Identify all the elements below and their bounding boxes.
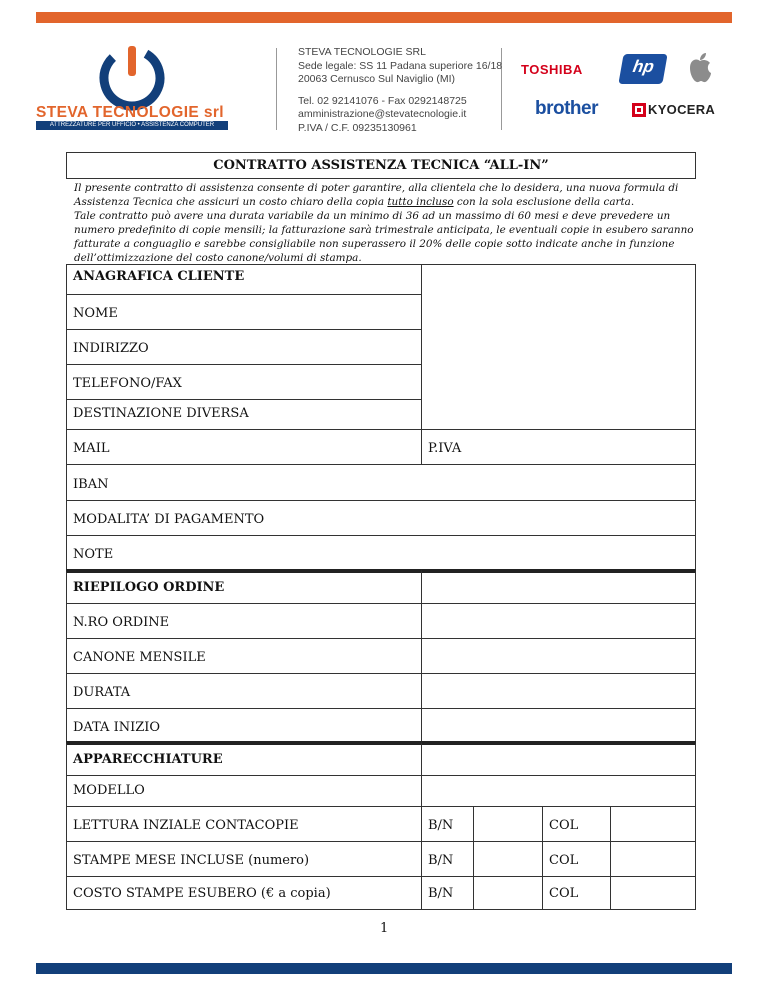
piva-field[interactable] bbox=[421, 429, 696, 465]
riepilogo-header-value bbox=[421, 569, 696, 604]
stampe-incluse-row bbox=[66, 841, 422, 877]
toshiba-logo: TOSHIBA bbox=[521, 62, 583, 77]
costo-esubero-bn-input[interactable] bbox=[473, 876, 543, 910]
stampe-incluse-bn-input[interactable] bbox=[473, 841, 543, 877]
riepilogo-header-text: RIEPILOGO ORDINE bbox=[73, 580, 225, 595]
intro-paragraph-1 bbox=[74, 181, 696, 209]
modello-label: MODELLO bbox=[73, 783, 145, 798]
intro-underlined: tutto incluso bbox=[387, 196, 454, 208]
contacopie-col-input[interactable] bbox=[610, 806, 696, 842]
stampe-incluse-label: STAMPE MESE INCLUSE (numero) bbox=[73, 853, 310, 868]
logo-tagline: ATTREZZATURE PER UFFICIO • ASSISTENZA COMPUTER bbox=[36, 121, 228, 130]
piva-label: P.IVA bbox=[428, 441, 462, 456]
costo-esubero-row bbox=[66, 876, 422, 910]
hp-logo-icon bbox=[618, 54, 667, 84]
durata-input[interactable] bbox=[421, 673, 696, 709]
indirizzo-field[interactable] bbox=[66, 329, 422, 365]
costo-esubero-col-input[interactable] bbox=[610, 876, 696, 910]
telefono-label: TELEFONO/FAX bbox=[73, 376, 182, 391]
kyocera-logo: KYOCERA bbox=[648, 102, 716, 117]
canone-input[interactable] bbox=[421, 638, 696, 674]
iban-field[interactable] bbox=[66, 464, 696, 501]
ordine-field bbox=[66, 603, 422, 639]
brother-logo: brother bbox=[535, 98, 598, 119]
header-divider bbox=[276, 48, 277, 130]
durata-label: DURATA bbox=[73, 685, 131, 700]
indirizzo-label: INDIRIZZO bbox=[73, 341, 149, 356]
top-accent-bar bbox=[36, 12, 732, 23]
col-label: COL bbox=[549, 818, 579, 833]
contacopie-bn-input[interactable] bbox=[473, 806, 543, 842]
apparecchiature-header-text: APPARECCHIATURE bbox=[73, 752, 223, 767]
company-name: STEVA TECNOLOGIE SRL bbox=[298, 46, 426, 58]
company-city: 20063 Cernusco Sul Naviglio (MI) bbox=[298, 73, 455, 85]
stampe-incluse-col-input[interactable] bbox=[610, 841, 696, 877]
intro-text: Il presente contratto di assistenza consente di poter garantire, alla clientela che lo desidera, una nuova formula di Assistenza Tecnica che assicuri un costo chiaro della copia bbox=[74, 182, 679, 208]
ordine-label: N.RO ORDINE bbox=[73, 615, 170, 630]
col-label: COL bbox=[549, 886, 579, 901]
iban-label: IBAN bbox=[73, 477, 109, 492]
modello-field bbox=[66, 775, 422, 807]
pagamento-field[interactable] bbox=[66, 500, 696, 536]
mail-field[interactable] bbox=[66, 429, 422, 465]
company-info bbox=[298, 46, 502, 135]
col-label: COL bbox=[549, 853, 579, 868]
canone-field bbox=[66, 638, 422, 674]
anagrafica-header bbox=[66, 264, 422, 295]
modello-input[interactable] bbox=[421, 775, 696, 807]
company-vat: P.IVA / C.F. 09235130961 bbox=[298, 121, 417, 134]
contacopie-row bbox=[66, 806, 422, 842]
page-number: 1 bbox=[380, 921, 389, 936]
contract-title: CONTRATTO ASSISTENZA TECNICA “ALL-IN” bbox=[66, 152, 696, 179]
data-inizio-field bbox=[66, 708, 422, 744]
company-address: Sede legale: SS 11 Padana superiore 16/18 bbox=[298, 59, 503, 72]
intro-text: con la sola esclusione della carta. bbox=[453, 196, 635, 208]
contacopie-col-label bbox=[542, 806, 611, 842]
data-inizio-input[interactable] bbox=[421, 708, 696, 744]
contacopie-label: LETTURA INZIALE CONTACOPIE bbox=[73, 818, 299, 833]
intro-paragraph-2: Tale contratto può avere una durata variabile da un minimo di 36 ad un massimo di 60 mesi e deve prevedere un numero predefinito di copie mensili; la fatturazione sarà trimestrale anticipata, le eventuali copie in esubero saranno fatturate a conguaglio e sarebbe consigliabile non superassero il 20% delle copie sotto indicate anche in funzione dell’ottimizzazione del costo canone/volumi di stampa. bbox=[74, 210, 694, 264]
client-photo-box[interactable] bbox=[421, 264, 696, 430]
contacopie-bn-label bbox=[421, 806, 474, 842]
canone-label: CANONE MENSILE bbox=[73, 650, 206, 665]
mail-label: MAIL bbox=[73, 441, 110, 456]
costo-esubero-label: COSTO STAMPE ESUBERO (€ a copia) bbox=[73, 886, 331, 901]
costo-esubero-col-label bbox=[542, 876, 611, 910]
logo-name: STEVA TECNOLOGIE srl bbox=[36, 104, 224, 121]
apple-icon bbox=[687, 52, 713, 84]
pagamento-label: MODALITA’ DI PAGAMENTO bbox=[73, 512, 265, 527]
bn-label: B/N bbox=[428, 818, 454, 833]
destinazione-field[interactable] bbox=[66, 399, 422, 430]
company-phone: Tel. 02 92141076 - Fax 0292148725 bbox=[298, 94, 467, 107]
nome-field[interactable] bbox=[66, 294, 422, 330]
company-email: amministrazione@stevatecnologie.it bbox=[298, 108, 467, 120]
stampe-incluse-col-label bbox=[542, 841, 611, 877]
apparecchiature-header-value bbox=[421, 741, 696, 776]
anagrafica-header-text: ANAGRAFICA CLIENTE bbox=[73, 269, 245, 284]
durata-field bbox=[66, 673, 422, 709]
stampe-incluse-bn-label bbox=[421, 841, 474, 877]
spacer bbox=[298, 87, 502, 95]
apparecchiature-header bbox=[66, 741, 422, 776]
bn-label: B/N bbox=[428, 886, 454, 901]
note-label: NOTE bbox=[73, 547, 114, 562]
hp-logo-text: hp bbox=[631, 57, 656, 76]
nome-label: NOME bbox=[73, 306, 118, 321]
bn-label: B/N bbox=[428, 853, 454, 868]
destinazione-label: DESTINAZIONE DIVERSA bbox=[73, 406, 249, 421]
note-field[interactable] bbox=[66, 535, 696, 571]
kyocera-mark-icon bbox=[632, 103, 646, 117]
costo-esubero-bn-label bbox=[421, 876, 474, 910]
data-inizio-label: DATA INIZIO bbox=[73, 720, 161, 735]
ordine-input[interactable] bbox=[421, 603, 696, 639]
telefono-field[interactable] bbox=[66, 364, 422, 400]
contract-intro bbox=[74, 181, 696, 265]
bottom-accent-bar bbox=[36, 963, 732, 974]
riepilogo-header bbox=[66, 569, 422, 604]
